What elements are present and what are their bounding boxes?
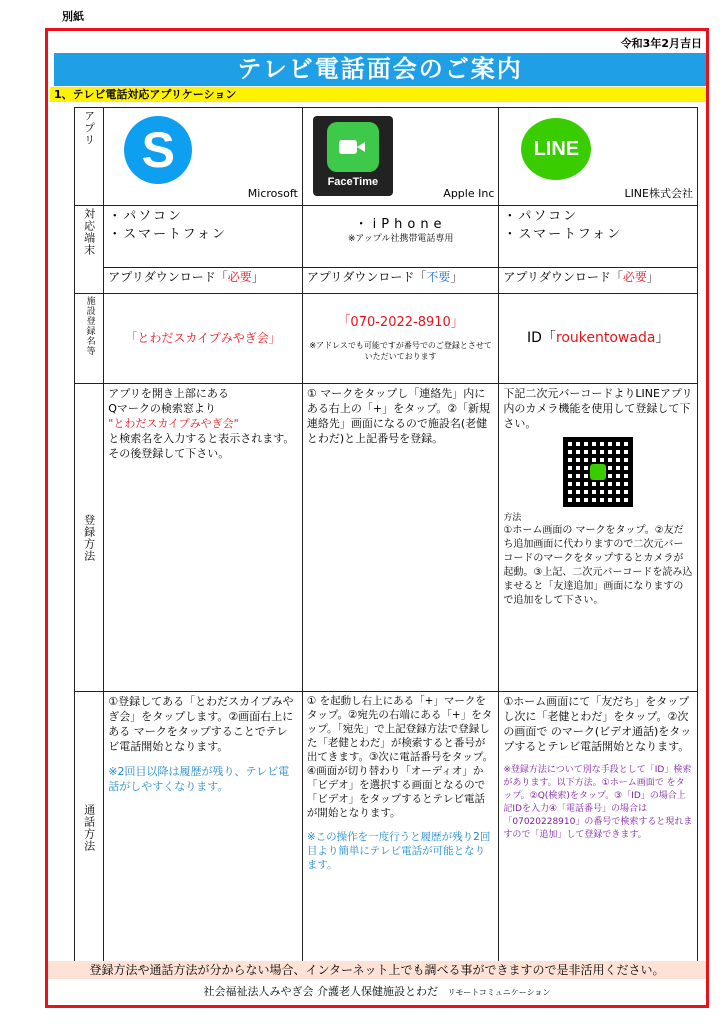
line-logo-cell: [499, 108, 698, 206]
facetime-call: ① を起動し右上にある「+」マークをタップ。②宛先の右端にある「+」をタップ。「宛先」で上記登録方法で登録した「老健とわだ」が検索すると番号が出てきます。③次に電話番号をタップ。④画面が切り替わり「オーディオ」か「ビデオ」を選択する画面となるので「ビデオ」をタップするとテレビ電話が開始となります。 ※この操作を一度行うと履歴が残り2回目より簡単にテレビ電話が可能となります。: [302, 692, 499, 964]
skype-maker: Microsoft: [247, 187, 298, 200]
skype-facility-name: 「とわだスカイプみやぎ会」: [104, 294, 303, 384]
footer-org: 社会福祉法人みやぎ会 介護老人保健施設とわだ リモートコミュニケーション: [203, 985, 551, 998]
line-call: ①ホーム画面にて「友だち」をタップし次に「老健とわだ」をタップ。②次の画面で のマーク(ビデオ通話)をタップするとテレビ電話開始となります。 ※登録方法について別な手段として「ID」検索があります。以下方法。①ホーム画面で をタップ。②Q(検索)をタップ。③「ID」の場合上記IDを入力④「電話番号」の場合は「07020228910」の番号で検索すると現れますので「追加」して登録できます。: [499, 692, 698, 964]
line-facility: ID「roukentowada」: [499, 294, 698, 384]
row-header-register: 登録方法: [75, 384, 104, 692]
page-title: テレビ電話面会のご案内: [54, 53, 706, 86]
date: 令和3年2月吉日: [620, 37, 702, 50]
table-row: [75, 294, 698, 384]
facetime-download: アプリダウンロード「不要」: [302, 268, 499, 294]
line-maker: LINE株式会社: [624, 187, 693, 200]
skype-logo-cell: [104, 108, 303, 206]
attachment-label: 別紙: [62, 10, 84, 23]
table-row: [75, 268, 698, 294]
row-header-facility: 施設登録名等: [75, 294, 104, 384]
table-row: [75, 692, 698, 964]
row-header-app: アプリ: [75, 108, 104, 206]
facetime-maker: Apple Inc: [443, 187, 495, 200]
app-table: [74, 107, 698, 964]
section-title: 1、テレビ電話対応アプリケーション: [50, 87, 706, 102]
table-row: [75, 206, 698, 268]
table-row: [75, 108, 698, 206]
line-download: アプリダウンロード「必要」: [499, 268, 698, 294]
row-header-device: 対応端末: [75, 206, 104, 294]
line-devices: ・パソコン ・スマートフォン: [499, 206, 698, 268]
facetime-devices: ・iPhone ※アップル社携帯電話専用: [302, 206, 499, 268]
skype-call: ①登録してある「とわだスカイプみやぎ会」をタップします。②画面右上にある マークをタップすることでテレビ電話開始となります。 ※2回目以降は履歴が残り、テレビ電話がしやすくなります。: [104, 692, 303, 964]
qr-code-icon: [563, 437, 633, 507]
table-row: [75, 384, 698, 692]
skype-register: アプリを開き上部にある Qマークの検索窓より "とわだスカイプみやぎ会" と検索名を入力すると表示されます。その後登録して下さい。: [104, 384, 303, 692]
row-header-call: 通話方法: [75, 692, 104, 964]
notice-frame: [45, 28, 709, 1008]
facetime-register: ① マークをタップし「連絡先」内にある右上の「+」をタップ。②「新規連絡先」画面になるので施設名(老健とわだ)と上記番号を登録。: [302, 384, 499, 692]
line-logo-icon: LINE: [521, 118, 591, 180]
line-register: 下記二次元バーコードよりLINEアプリ内のカメラ機能を使用して登録して下さい。 方法 ①ホーム画面の マークをタップ。②友だち追加画面に代わりますので二次元バーコードのマークをタップするとカメラが起動。③上記、二次元バーコードを読み込ませると「友達追加」画面になりますので追加をして下さい。: [499, 384, 698, 692]
facetime-logo-cell: [302, 108, 499, 206]
facetime-logo-icon: FaceTime: [313, 116, 393, 196]
facetime-facility: 「070-2022-8910」 ※アドレスでも可能ですが番号でのご登録とさせていただいております: [302, 294, 499, 384]
skype-logo-icon: S: [124, 116, 192, 184]
footer-note: 登録方法や通話方法が分からない場合、インターネット上でも調べる事ができますので是非活用ください。: [48, 961, 706, 979]
skype-devices: ・パソコン ・スマートフォン: [104, 206, 303, 268]
skype-download: アプリダウンロード「必要」: [104, 268, 303, 294]
